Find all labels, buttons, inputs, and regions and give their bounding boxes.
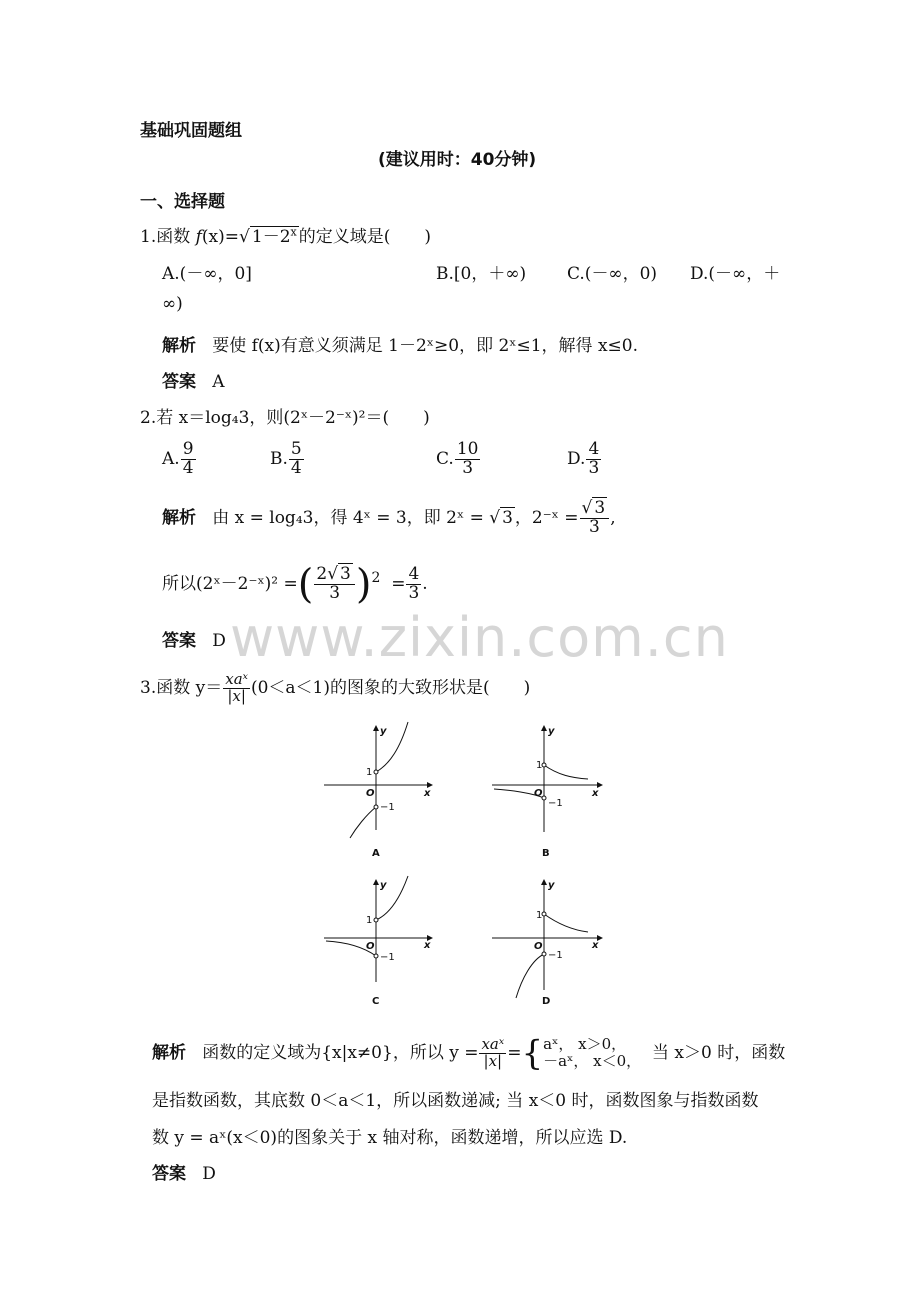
q3-analysis-line3: 数 y = aˣ(x＜0)的图象关于 x 轴对称，函数递增，所以应选 D. [152, 1128, 628, 1148]
graph-c-neg-one: −1 [380, 952, 395, 963]
graph-b-x: x [592, 788, 599, 799]
q1-answer: 答案 A [162, 372, 225, 392]
graph-c-y: y [380, 880, 387, 891]
graph-a-x: x [424, 788, 431, 799]
q2-option-d: D. $\frac{4}{3}$ [567, 439, 600, 478]
q3-analysis-line2: 是指数函数，其底数 0＜a＜1，所以函数递减; 当 x＜0 时，函数图象与指数函数 [152, 1091, 759, 1111]
q3-stem: 3.函数 y＝ $\frac{\text{xaˣ}}{|x|}$ (0＜a＜1)的图象的大致形状是( ) [140, 670, 531, 705]
q1-analysis: 解析 要使 f(x)有意义须满足 1－2ˣ≥0，即 2ˣ≤1，解得 x≤0. [162, 336, 639, 356]
graph-b-label: B [542, 848, 550, 859]
graph-a-one: 1 [366, 767, 373, 778]
q1-option-d: D.(－∞，＋ [690, 264, 781, 284]
graph-d-y: y [548, 880, 555, 891]
graph-a-origin: O [366, 788, 375, 799]
graph-a-neg-one: −1 [380, 802, 395, 813]
graph-d-origin: O [534, 941, 543, 952]
q1-stem: 1.函数 f(x)=√ $1-2^x$ 的定义域是( ) [140, 225, 431, 247]
graph-c [324, 876, 432, 982]
graph-d-x: x [592, 940, 599, 951]
watermark: www.zixin.com.cn [230, 606, 729, 669]
graph-c-label: C [372, 996, 380, 1007]
q2-analysis: 解析 由 x = log₄3，得 4ˣ = 3，即 2ˣ = √ 3 ，2⁻ˣ = $\frac{√ 3}{3}$ , [162, 498, 616, 537]
time-note: (建议用时：40分钟) [378, 150, 537, 170]
graph-c-one: 1 [366, 915, 373, 926]
q3-graphs [310, 720, 610, 1020]
graph-b-y: y [548, 726, 555, 737]
q1-option-d-wrap: ∞) [162, 294, 183, 314]
graph-d-label: D [542, 996, 551, 1007]
q1-option-a: A.(－∞，0] [162, 264, 252, 284]
graph-d-one: 1 [536, 910, 543, 921]
q2-analysis-line2: 所以(2ˣ－2⁻ˣ)² =( $\frac{2√ 3}{3}$ )$^2$ = $\frac{4}{3}$ . [162, 561, 428, 608]
graph-c-origin: O [366, 941, 375, 952]
graph-b-one: 1 [536, 760, 543, 771]
q2-option-b: B. $\frac{5}{4}$ [270, 439, 302, 478]
graph-a-y: y [380, 726, 387, 737]
q1-option-c: C.(－∞，0) [567, 264, 658, 284]
graph-a [324, 722, 432, 838]
graph-b-neg-one: −1 [548, 798, 563, 809]
q3-analysis: 解析 函数的定义域为{x|x≠0}，所以 y = $\frac{\text{xaˣ}}{|x|}$ ={ aˣ， x＞0， －aˣ， x＜0， 当 x＞0 时，函数 [152, 1033, 786, 1074]
q3-answer: 答案 D [152, 1164, 216, 1184]
graph-d [492, 880, 602, 998]
section-title: 基础巩固题组 [140, 121, 242, 141]
q2-option-c: C. $\frac{10}{3}$ [436, 439, 479, 478]
graph-b-origin: O [534, 788, 543, 799]
graph-c-x: x [424, 940, 431, 951]
q2-answer: 答案 D [162, 631, 226, 651]
graph-d-neg-one: −1 [548, 950, 563, 961]
graph-b [492, 726, 602, 832]
q2-stem: 2.若 x＝log₄3，则(2ˣ－2⁻ˣ)²＝( ) [140, 408, 430, 428]
graph-a-label: A [372, 848, 380, 859]
q2-option-a: A. $\frac{9}{4}$ [162, 439, 194, 478]
q1-option-b: B.[0，＋∞) [436, 264, 527, 284]
part-heading: 一、选择题 [140, 192, 225, 212]
